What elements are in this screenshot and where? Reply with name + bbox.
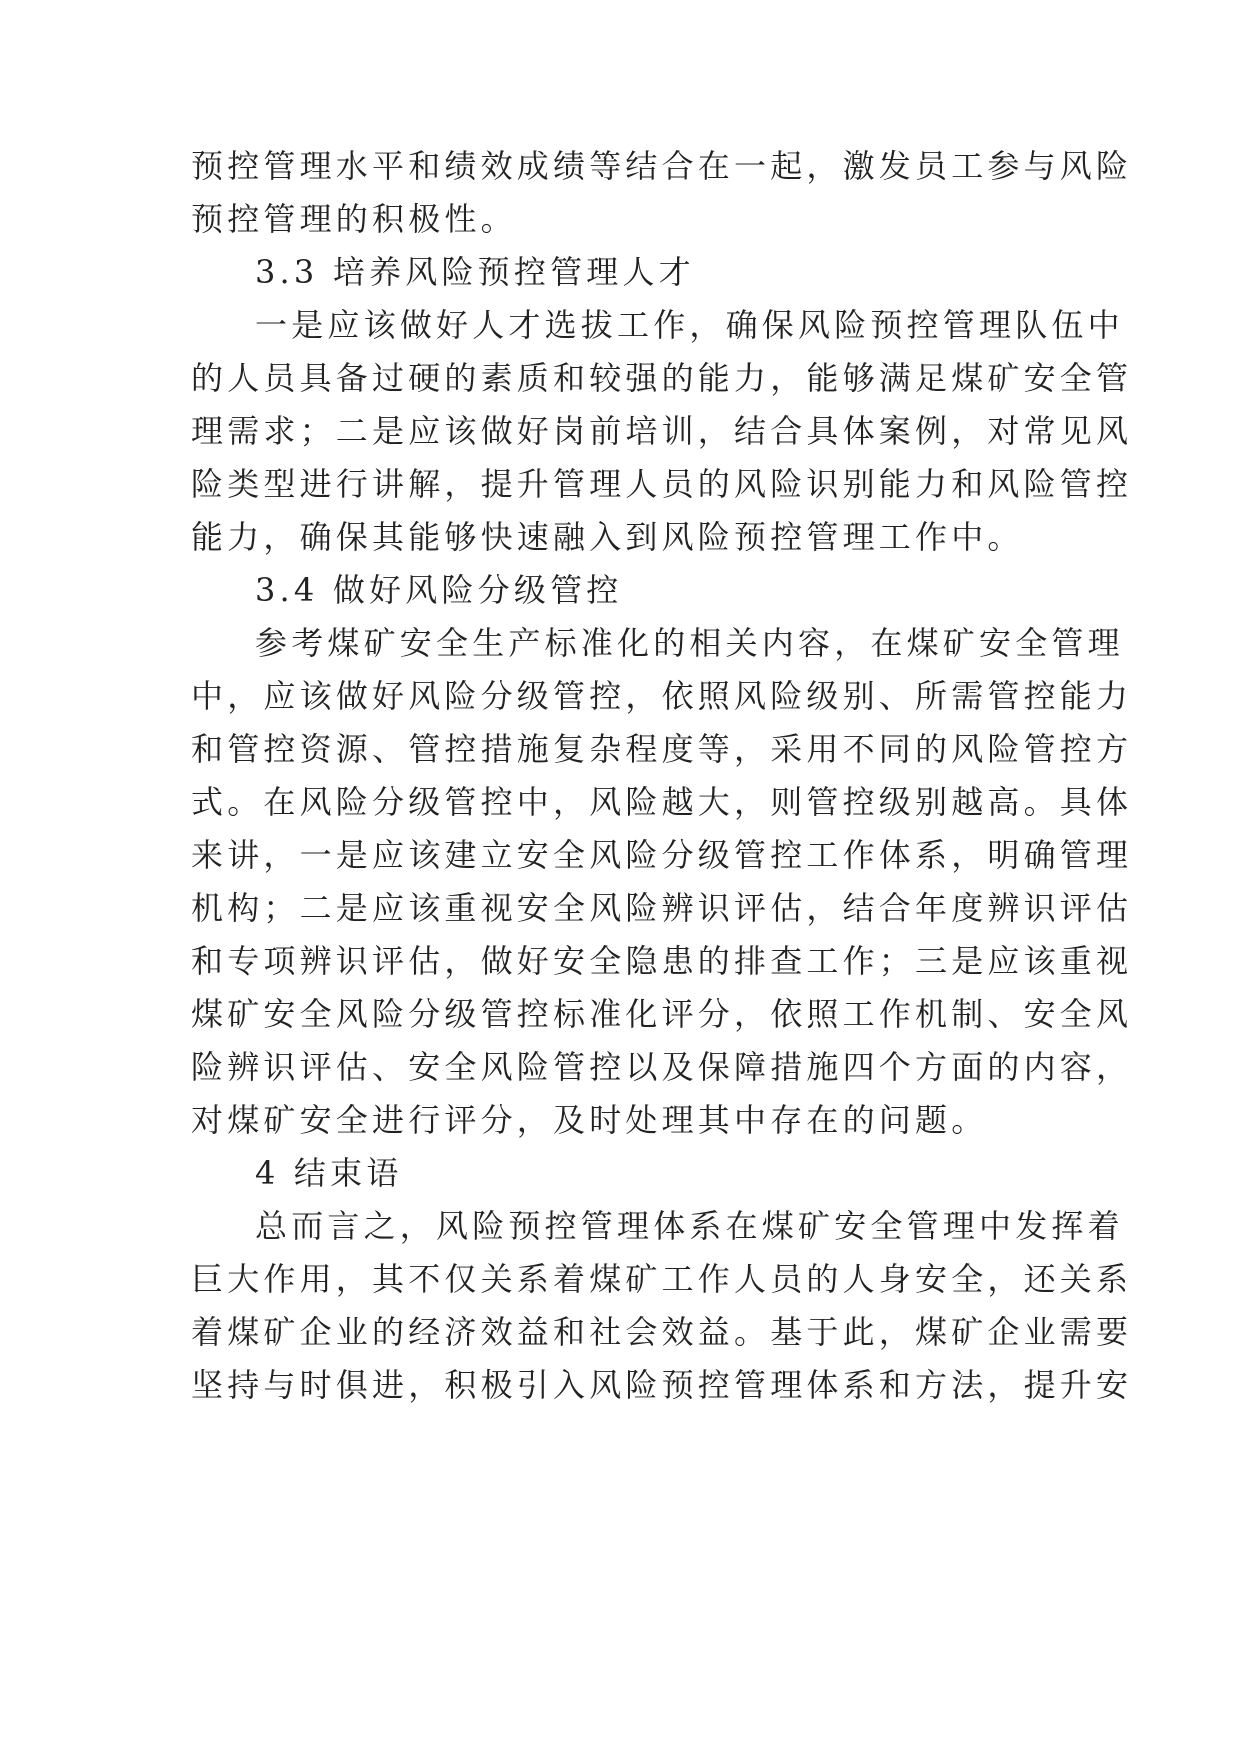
text-line: 式。在风险分级管控中，风险越大，则管控级别越高。具体 xyxy=(191,783,1133,821)
text-line: 预控管理的积极性。 xyxy=(191,200,517,238)
section-heading: 3.4 做好风险分级管控 xyxy=(255,571,623,609)
text-line: 坚持与时俱进，积极引入风险预控管理体系和方法，提升安 xyxy=(191,1366,1133,1404)
text-line: 巨大作用，其不仅关系着煤矿工作人员的人身安全，还关系 xyxy=(191,1260,1133,1298)
section-heading: 3.3 培养风险预控管理人才 xyxy=(255,253,695,291)
text-line: 和专项辨识评估，做好安全隐患的排查工作；三是应该重视 xyxy=(191,942,1133,980)
text-line: 对煤矿安全进行评分，及时处理其中存在的问题。 xyxy=(191,1101,988,1139)
text-line: 和管控资源、管控措施复杂程度等，采用不同的风险管控方 xyxy=(191,730,1133,768)
text-line: 机构；二是应该重视安全风险辨识评估，结合年度辨识评估 xyxy=(191,889,1133,927)
text-line: 来讲，一是应该建立安全风险分级管控工作体系，明确管理 xyxy=(191,836,1133,874)
text-line: 煤矿安全风险分级管控标准化评分，依照工作机制、安全风 xyxy=(191,995,1133,1033)
text-line: 险类型进行讲解，提升管理人员的风险识别能力和风险管控 xyxy=(191,465,1133,503)
text-line: 理需求；二是应该做好岗前培训，结合具体案例，对常见风 xyxy=(191,412,1133,450)
text-line: 一是应该做好人才选拔工作，确保风险预控管理队伍中 xyxy=(255,306,1124,344)
text-line: 能力，确保其能够快速融入到风险预控管理工作中。 xyxy=(191,518,1024,556)
text-line: 总而言之，风险预控管理体系在煤矿安全管理中发挥着 xyxy=(255,1207,1124,1245)
text-line: 参考煤矿安全生产标准化的相关内容，在煤矿安全管理 xyxy=(255,624,1124,662)
text-line: 着煤矿企业的经济效益和社会效益。基于此，煤矿企业需要 xyxy=(191,1313,1133,1351)
text-line: 的人员具备过硬的素质和较强的能力，能够满足煤矿安全管 xyxy=(191,359,1133,397)
text-line: 险辨识评估、安全风险管控以及保障措施四个方面的内容， xyxy=(191,1048,1133,1086)
text-line: 预控管理水平和绩效成绩等结合在一起，激发员工参与风险 xyxy=(191,147,1133,185)
text-line: 中，应该做好风险分级管控，依照风险级别、所需管控能力 xyxy=(191,677,1133,715)
section-heading: 4 结束语 xyxy=(255,1154,403,1192)
